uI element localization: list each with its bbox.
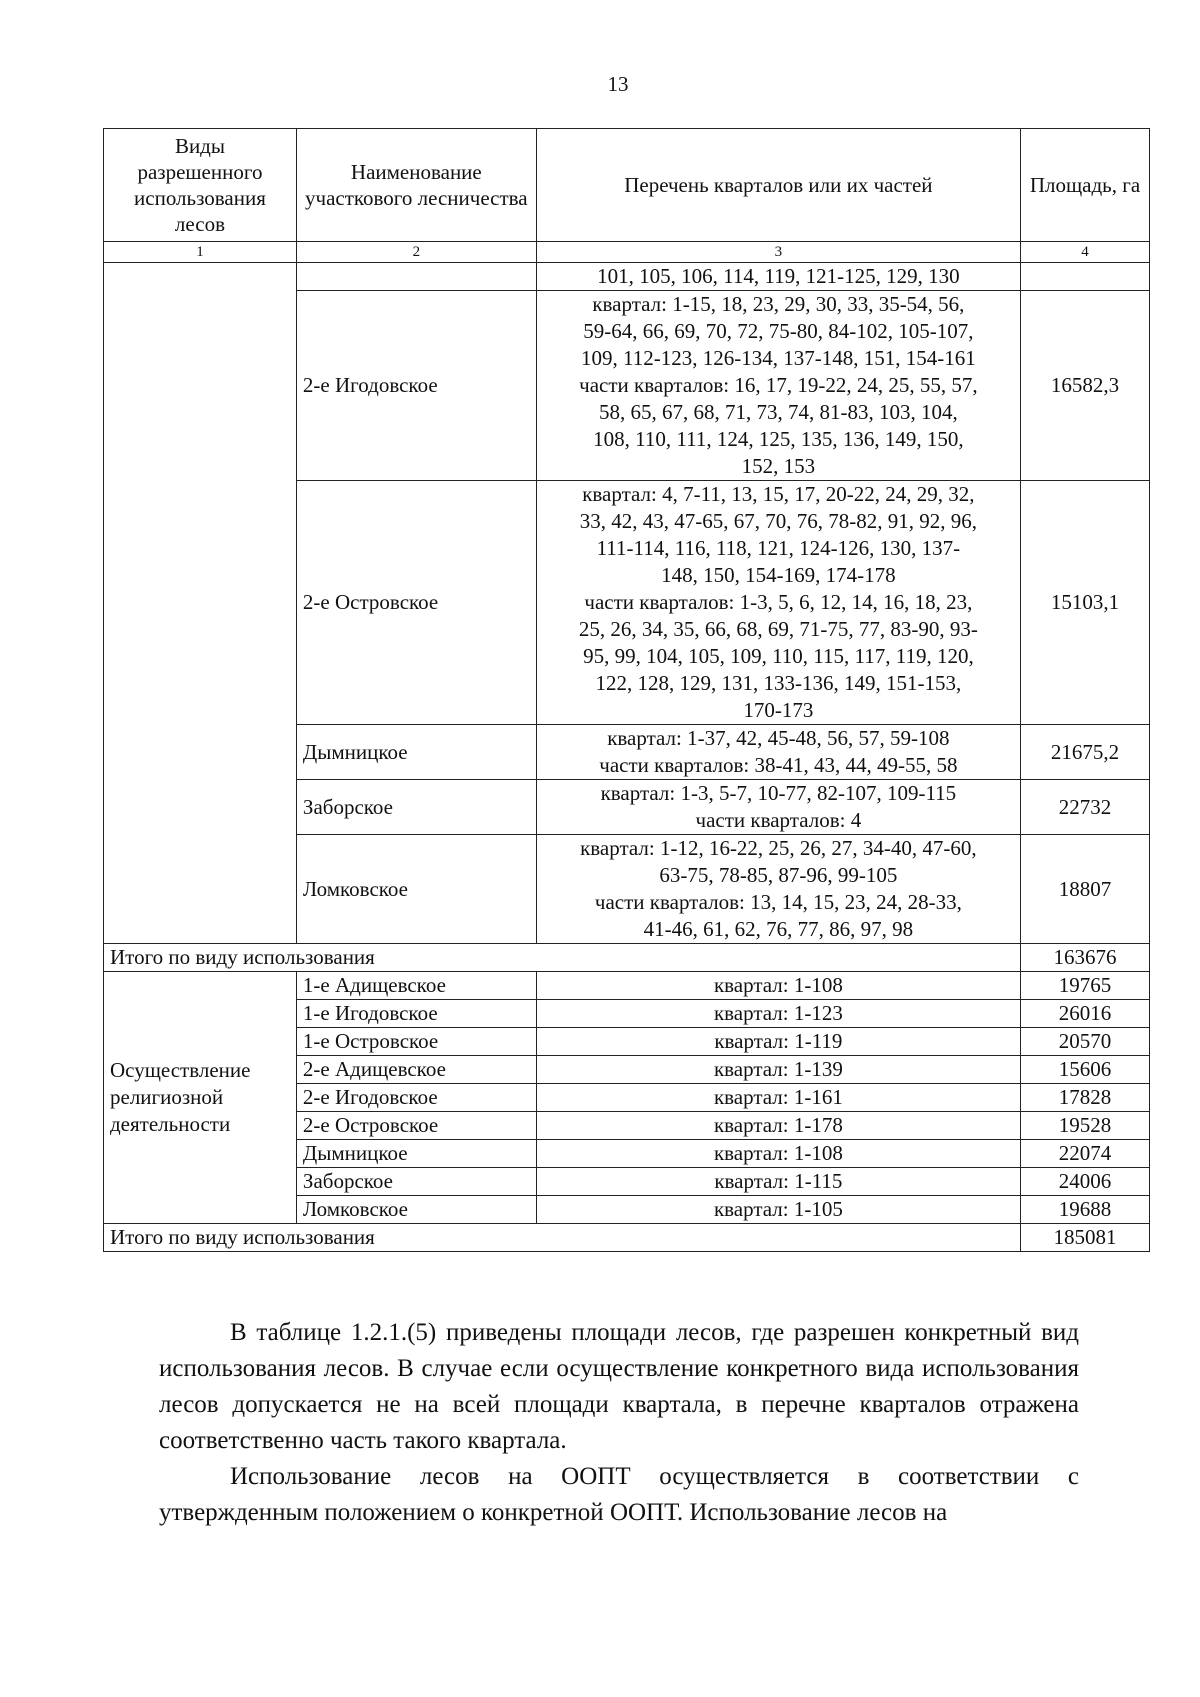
total-area: 163676 xyxy=(1021,944,1150,972)
quarters-line: 59-64, 66, 69, 70, 72, 75-80, 84-102, 105-107, xyxy=(583,319,974,343)
forestry-cell: 1-е Адищевское xyxy=(296,972,536,1000)
quarters-cell xyxy=(536,725,1020,780)
area-cell: 17828 xyxy=(1021,1084,1150,1112)
area-cell: 19688 xyxy=(1021,1196,1150,1224)
column-number: 2 xyxy=(296,242,536,263)
quarters-line: квартал: 1-3, 5-7, 10-77, 82-107, 109-115 xyxy=(600,781,957,805)
quarters-line: 95, 99, 104, 105, 109, 110, 115, 117, 119, 120, xyxy=(583,644,974,668)
table-header-row xyxy=(104,129,1150,242)
column-number: 1 xyxy=(104,242,297,263)
total-row xyxy=(104,1224,1150,1252)
quarters-cell: квартал: 1-119 xyxy=(536,1028,1020,1056)
quarters-line: 122, 128, 129, 131, 133-136, 149, 151-153, xyxy=(595,671,962,695)
quarters-line: 25, 26, 34, 35, 66, 68, 69, 71-75, 77, 83-90, 93- xyxy=(578,617,978,641)
table-row xyxy=(104,972,1150,1000)
forestry-cell: 2-е Островское xyxy=(296,1112,536,1140)
total-label: Итого по виду использования xyxy=(104,944,1021,972)
quarters-cell xyxy=(536,263,1020,291)
quarters-line: 108, 110, 111, 124, 125, 135, 136, 149, 150, xyxy=(593,427,964,451)
forestry-cell xyxy=(296,263,536,291)
quarters-line: 41-46, 61, 62, 76, 77, 86, 97, 98 xyxy=(643,917,914,941)
area-cell: 15103,1 xyxy=(1021,481,1150,725)
quarters-line: 101, 105, 106, 114, 119, 121-125, 129, 130 xyxy=(597,264,960,288)
quarters-line: 111-114, 116, 118, 121, 124-126, 130, 137- xyxy=(596,536,961,560)
area-cell: 24006 xyxy=(1021,1168,1150,1196)
quarters-cell: квартал: 1-105 xyxy=(536,1196,1020,1224)
quarters-cell: квартал: 1-108 xyxy=(536,1140,1020,1168)
header-area: Площадь, га xyxy=(1021,129,1150,242)
quarters-cell: квартал: 1-139 xyxy=(536,1056,1020,1084)
forestry-cell: 2-е Адищевское xyxy=(296,1056,536,1084)
area-cell: 22074 xyxy=(1021,1140,1150,1168)
forest-use-table xyxy=(103,128,1150,1252)
area-cell: 20570 xyxy=(1021,1028,1150,1056)
quarters-line: квартал: 1-37, 42, 45-48, 56, 57, 59-108 xyxy=(607,726,950,750)
area-cell: 15606 xyxy=(1021,1056,1150,1084)
quarters-line: части кварталов: 38-41, 43, 44, 49-55, 58 xyxy=(599,753,958,777)
forestry-cell: Дымницкое xyxy=(296,1140,536,1168)
area-cell: 18807 xyxy=(1021,835,1150,944)
forestry-cell: Ломковское xyxy=(296,1196,536,1224)
area-cell: 26016 xyxy=(1021,1000,1150,1028)
body-text xyxy=(159,1315,1079,1531)
forestry-cell: 1-е Игодовское xyxy=(296,1000,536,1028)
quarters-line: квартал: 1-12, 16-22, 25, 26, 27, 34-40, 47-60, xyxy=(580,836,977,860)
forestry-cell: Заборское xyxy=(296,1168,536,1196)
quarters-line: 33, 42, 43, 47-65, 67, 70, 76, 78-82, 91, 92, 96, xyxy=(579,509,977,533)
table-row xyxy=(104,263,1150,291)
quarters-line: 58, 65, 67, 68, 71, 73, 74, 81-83, 103, 104, xyxy=(599,400,958,424)
quarters-line: части кварталов: 13, 14, 15, 23, 24, 28-33, xyxy=(594,890,962,914)
header-forestry: Наименование участкового лесничества xyxy=(296,129,536,242)
quarters-line: 109, 112-123, 126-134, 137-148, 151, 154-161 xyxy=(581,346,976,370)
area-cell: 21675,2 xyxy=(1021,725,1150,780)
forestry-cell: Ломковское xyxy=(296,835,536,944)
quarters-cell: квартал: 1-115 xyxy=(536,1168,1020,1196)
total-label: Итого по виду использования xyxy=(104,1224,1021,1252)
use-type-cell xyxy=(104,263,297,944)
quarters-cell xyxy=(536,291,1020,481)
page-number: 13 xyxy=(607,72,629,96)
area-cell: 19765 xyxy=(1021,972,1150,1000)
area-cell xyxy=(1021,263,1150,291)
use-type-cell: Осуществление религиозной деятельности xyxy=(104,972,297,1224)
area-cell: 19528 xyxy=(1021,1112,1150,1140)
quarters-line: части кварталов: 4 xyxy=(695,808,862,832)
header-quarters: Перечень кварталов или их частей xyxy=(536,129,1020,242)
column-numbers-row xyxy=(104,242,1150,263)
area-cell: 22732 xyxy=(1021,780,1150,835)
quarters-line: квартал: 1-15, 18, 23, 29, 30, 33, 35-54, 56, xyxy=(592,292,965,316)
area-cell: 16582,3 xyxy=(1021,291,1150,481)
quarters-cell xyxy=(536,835,1020,944)
quarters-line: 152, 153 xyxy=(741,454,816,478)
column-number: 3 xyxy=(536,242,1020,263)
forestry-cell: 2-е Островское xyxy=(296,481,536,725)
forestry-cell: 2-е Игодовское xyxy=(296,1084,536,1112)
forestry-cell: Заборское xyxy=(296,780,536,835)
quarters-cell: квартал: 1-178 xyxy=(536,1112,1020,1140)
forestry-cell: 1-е Островское xyxy=(296,1028,536,1056)
quarters-line: 63-75, 78-85, 87-96, 99-105 xyxy=(659,863,898,887)
quarters-line: части кварталов: 16, 17, 19-22, 24, 25, 55, 57, xyxy=(579,373,978,397)
quarters-cell xyxy=(536,780,1020,835)
total-area: 185081 xyxy=(1021,1224,1150,1252)
quarters-cell: квартал: 1-123 xyxy=(536,1000,1020,1028)
quarters-line: 148, 150, 154-169, 174-178 xyxy=(661,563,896,587)
header-use-type: Виды разрешенного использования лесов xyxy=(104,129,297,242)
quarters-cell: квартал: 1-161 xyxy=(536,1084,1020,1112)
quarters-cell: квартал: 1-108 xyxy=(536,972,1020,1000)
quarters-line: части кварталов: 1-3, 5, 6, 12, 14, 16, 18, 23, xyxy=(584,590,973,614)
quarters-line: 170-173 xyxy=(743,698,814,722)
forestry-cell: 2-е Игодовское xyxy=(296,291,536,481)
column-number: 4 xyxy=(1021,242,1150,263)
forestry-cell: Дымницкое xyxy=(296,725,536,780)
table-body xyxy=(104,242,1150,1252)
paragraph: Использование лесов на ООПТ осуществляется в соответствии с утвержденным положением о конкретной ООПТ. Использование лесов на xyxy=(159,1463,1079,1526)
total-row xyxy=(104,944,1150,972)
paragraph: В таблице 1.2.1.(5) приведены площади лесов, где разрешен конкретный вид использования лесов. В случае если осуществление конкретного вида использования лесов допускается не на всей площади квартала, в перечне кварталов отражена соответственно часть такого квартала. xyxy=(159,1319,1079,1454)
quarters-line: квартал: 4, 7-11, 13, 15, 17, 20-22, 24, 29, 32, xyxy=(582,482,975,506)
quarters-cell xyxy=(536,481,1020,725)
